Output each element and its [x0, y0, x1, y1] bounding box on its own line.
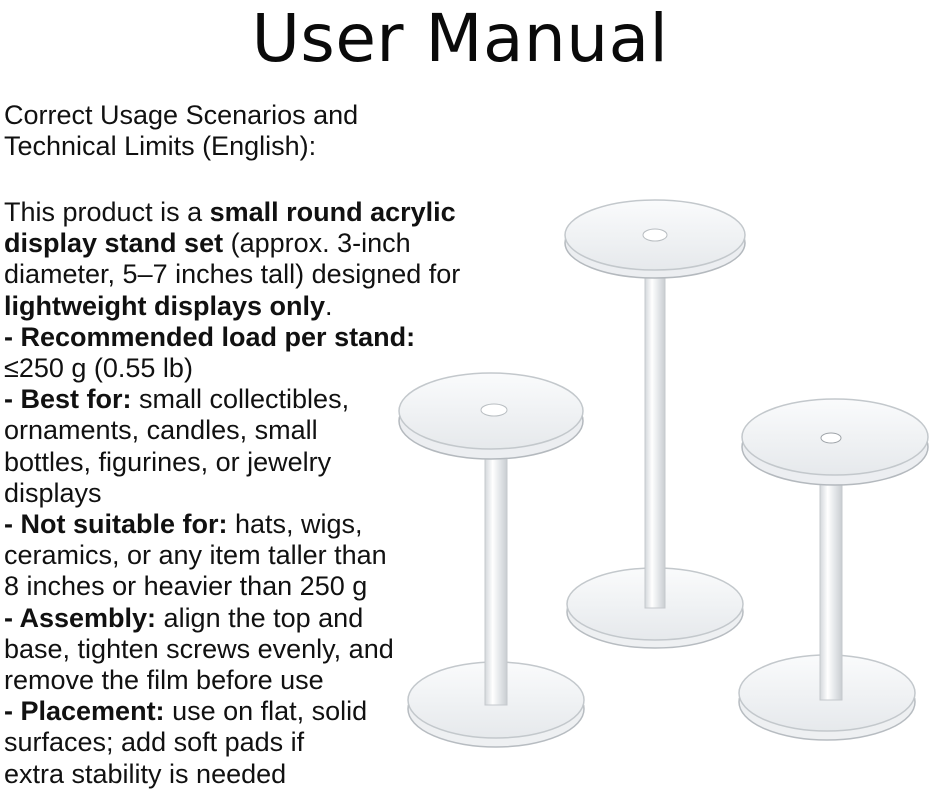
section-text: use on flat, solid	[164, 696, 368, 727]
intro-line: diameter, 5–7 inches tall) designed for	[4, 259, 461, 290]
stand-tall	[565, 200, 745, 648]
page-title: User Manual	[251, 0, 669, 77]
subtitle-line: Technical Limits (English):	[4, 131, 317, 161]
placement-line: extra stability is needed	[4, 758, 287, 789]
best-for-line: displays	[4, 477, 102, 508]
stand-right	[739, 399, 928, 740]
intro-bold-text: lightweight displays only	[4, 290, 326, 321]
section-text: hats, wigs,	[227, 509, 363, 540]
acrylic-stands-illustration	[390, 185, 940, 798]
not-suitable-line: 8 inches or heavier than 250 g	[4, 571, 368, 602]
best-for-line: ornaments, candles, small	[4, 415, 318, 446]
stand-left	[399, 373, 584, 747]
subtitle	[4, 100, 358, 162]
section-text: align the top and	[156, 602, 364, 633]
best-for-line: bottles, figurines, or jewelry	[4, 446, 332, 477]
placement-line: surfaces; add soft pads if	[4, 727, 305, 758]
subtitle-line: Correct Usage Scenarios and	[4, 100, 359, 130]
load-text: ≤250 g (0.55 lb)	[4, 353, 193, 384]
section-heading: - Not suitable for:	[4, 509, 228, 540]
section-heading: - Assembly:	[4, 602, 157, 633]
assembly-line: remove the film before use	[4, 665, 324, 696]
section-heading: - Placement:	[4, 696, 165, 727]
section-heading: - Best for:	[4, 384, 132, 415]
section-text: small collectibles,	[131, 384, 350, 415]
intro-bold-text: display stand set	[4, 228, 224, 259]
section-heading: - Recommended load per stand:	[4, 321, 416, 352]
not-suitable-line: ceramics, or any item taller than	[4, 540, 387, 571]
intro-bold-text: small round acrylic	[209, 197, 456, 227]
intro-text: .	[325, 290, 333, 321]
intro-text: This product is a	[4, 197, 210, 227]
intro-text: (approx. 3-inch	[223, 228, 411, 259]
assembly-line: base, tighten screws evenly, and	[4, 633, 394, 664]
